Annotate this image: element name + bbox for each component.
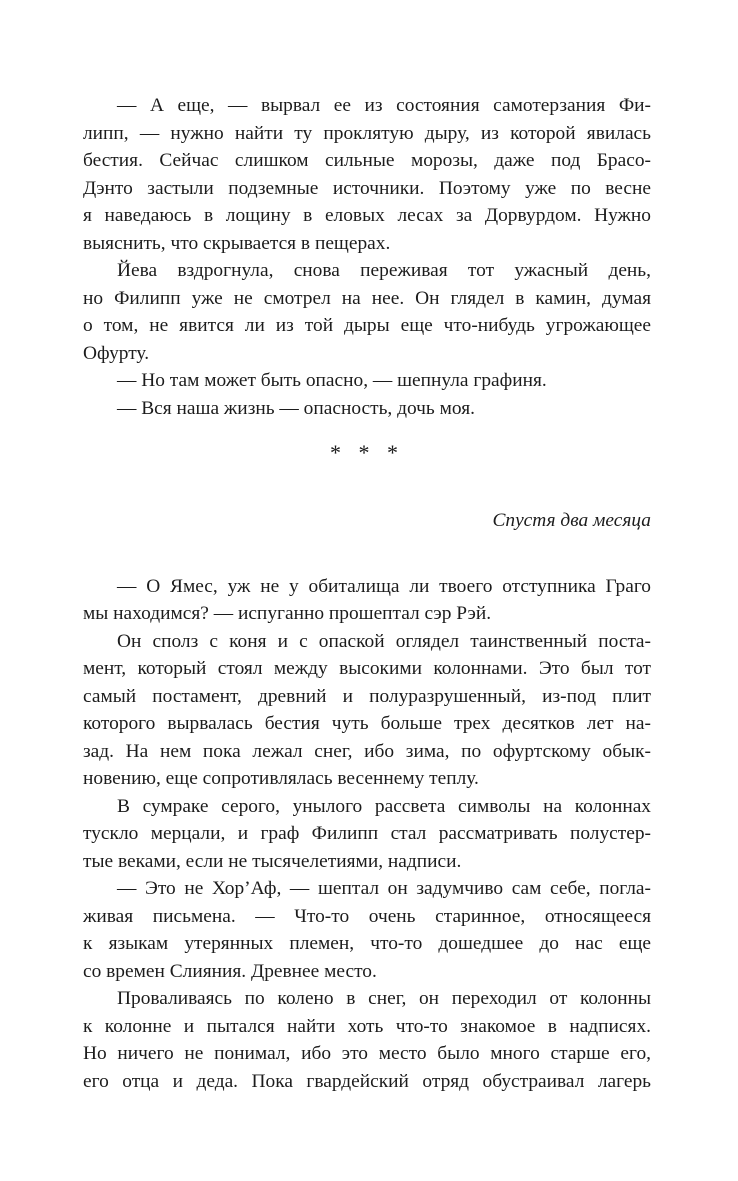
text-line: Проваливаясь по колено в снег, он переходил от колонны — [117, 988, 651, 1009]
paragraph — [83, 793, 651, 876]
text-line: живая письмена. — Что-то очень старинное, относящееся — [83, 905, 651, 927]
text-line: к колонне и пытался найти хоть что-то знакомое в надписях. — [83, 1015, 651, 1037]
text-line: Он сполз с коня и с опаской оглядел таинственный постa- — [117, 630, 651, 652]
text-line: о том, не явится ли из той дыры еще что-нибудь угрожающее — [83, 315, 651, 336]
text-line: к языкам утерянных племен, что-то дошедшее до нас еще — [83, 933, 651, 954]
text-line: — Но там может быть опасно, — шепнула графиня. — [117, 370, 547, 391]
text-line: выяснить, что скрывается в пещерах. — [83, 232, 391, 254]
paragraph — [83, 367, 651, 395]
text-line: Йева вздрогнула, снова переживая тот ужасный день, — [117, 260, 651, 281]
text-line: Дэнто застыли подземные источники. Поэтому уже по весне — [83, 177, 651, 199]
paragraph — [83, 985, 651, 1095]
paragraph — [83, 92, 651, 257]
paragraph — [83, 257, 651, 367]
text-line: липп, — нужно найти ту проклятую дыру, из которой явилась — [83, 122, 651, 144]
paragraph — [83, 573, 651, 628]
text-line: — О Ямес, уж не у обиталища ли твоего отступника Граго — [117, 575, 651, 597]
text-line: его отца и деда. Пока гвардейский отряд обустраивал лагерь — [83, 1070, 651, 1092]
paragraph — [83, 395, 651, 423]
text-line: — А еще, — вырвал ее из состояния самотерзания Фи- — [117, 95, 651, 116]
text-line: которого вырвалась бестия чуть больше трех десятков лет на- — [83, 713, 651, 734]
text-line: тые веками, если не тысячелетиями, надписи. — [83, 850, 462, 872]
chapter-heading: Спустя два месяца — [492, 510, 651, 531]
text-line: со времен Слияния. Древнее место. — [83, 960, 377, 982]
section-separator: * * * — [330, 440, 404, 465]
text-line: зад. На нем пока лежал снег, ибо зима, по офуртскому обык- — [83, 740, 651, 762]
paragraph — [83, 875, 651, 985]
text-line: Но ничего не понимал, ибо это место было много старше его, — [83, 1043, 651, 1064]
text-line: Офурту. — [83, 342, 150, 364]
text-line: самый постамент, древний и полуразрушенный, из-под плит — [83, 685, 651, 707]
text-line: — Вся наша жизнь — опасность, дочь моя. — [117, 397, 475, 419]
text-line: новению, еще сопротивлялась весеннему теплу. — [83, 768, 479, 789]
book-page — [83, 92, 651, 1095]
text-line: тускло мерцали, и граф Филипп стал рассматривать полустер- — [83, 823, 651, 844]
text-line: но Филипп уже не смотрел на нее. Он глядел в камин, думая — [83, 287, 651, 309]
text-line: мы находимся? — испуганно прошептал сэр Рэй. — [83, 603, 492, 624]
paragraph — [83, 628, 651, 793]
text-line: — Это не Хор’Аф, — шептал он задумчиво сам себе, погла- — [117, 878, 651, 899]
text-line: мент, который стоял между высокими колоннами. Это был тот — [83, 658, 651, 679]
text-line: я наведаюсь в лощину в еловых лесах за Дорвурдом. Нужно — [83, 205, 651, 226]
text-line: бестия. Сейчас слишком сильные морозы, даже под Брасо- — [83, 150, 651, 171]
text-line: В сумраке серого, унылого рассвета символы на колоннах — [117, 795, 651, 817]
